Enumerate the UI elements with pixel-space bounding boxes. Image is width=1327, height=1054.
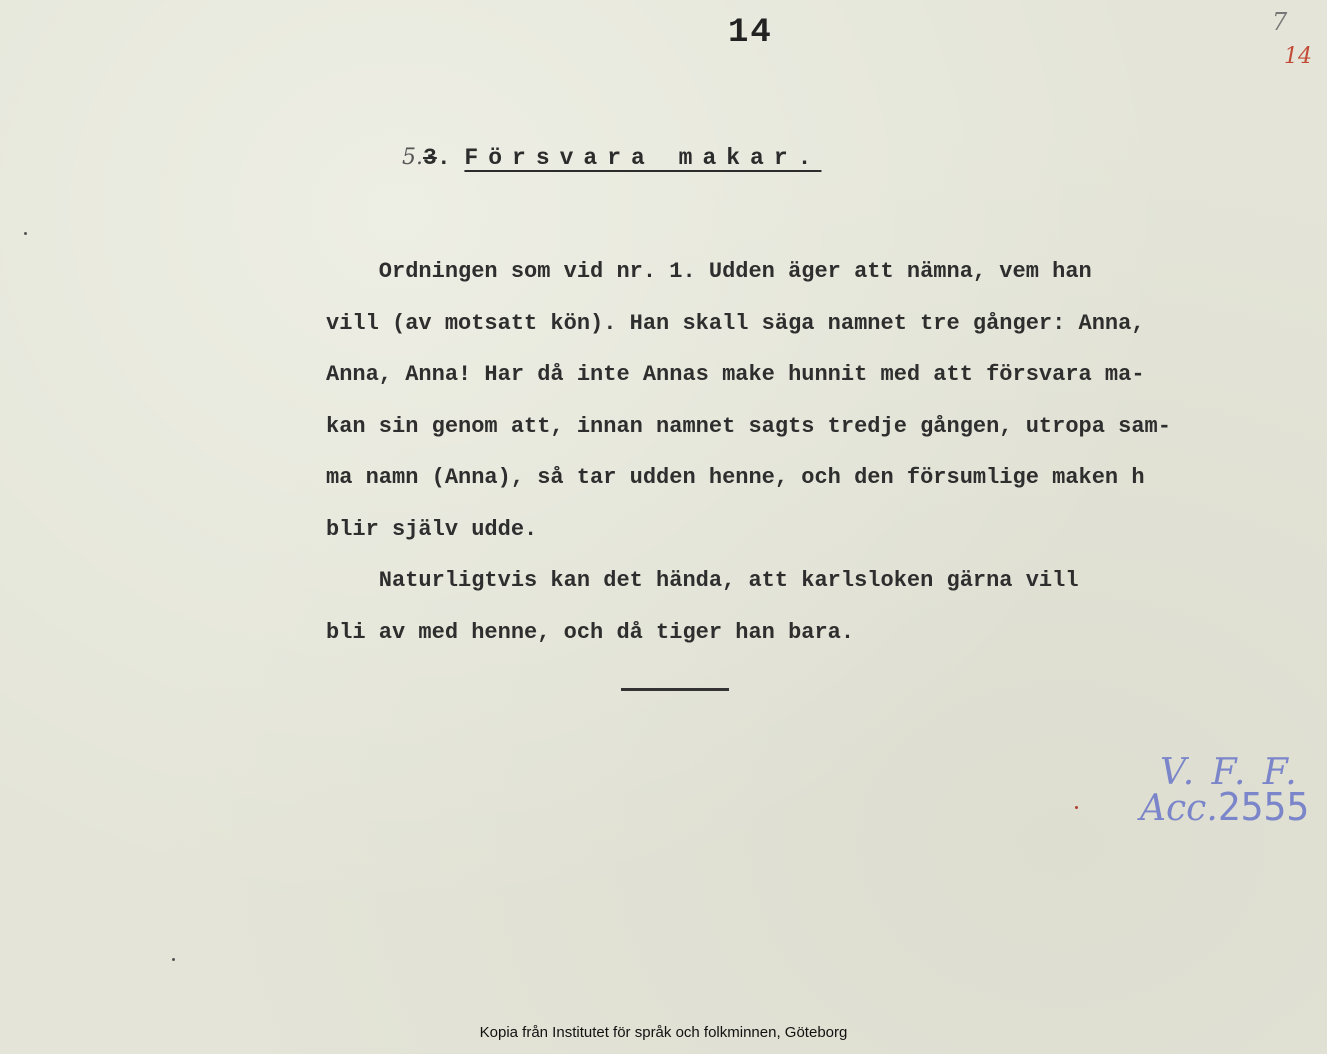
text-line: Naturligtvis kan det hända, att karlsloken gärna vill: [326, 568, 1079, 593]
text-line: blir själv udde.: [326, 516, 538, 542]
section-heading: [402, 145, 821, 171]
paper-speck: [1075, 806, 1078, 809]
paper-speck: [24, 232, 27, 235]
section-title: Försvara makar.: [464, 145, 822, 171]
stamp-number: 2555: [1217, 785, 1310, 829]
stamp-prefix: Acc.: [1140, 788, 1218, 829]
closing-rule: [621, 688, 729, 691]
body-text: [326, 246, 1286, 658]
corner-pencil-mark: 7: [1272, 8, 1288, 36]
text-line: Anna, Anna! Har då inte Annas make hunnit med att försvara ma-: [326, 362, 1145, 387]
corner-red-mark: 14: [1284, 44, 1312, 69]
heading-separator: .: [436, 145, 465, 171]
page-number: 14: [728, 14, 773, 52]
struck-section-number: 3: [423, 145, 437, 171]
stamp-line-2: [1140, 785, 1309, 829]
paper-speck: [172, 958, 175, 961]
text-line: ma namn (Anna), så tar udden henne, och den försumlige maken h: [326, 465, 1145, 490]
text-line: vill (av motsatt kön). Han skall säga namnet tre gånger: Anna,: [326, 310, 1145, 336]
stamp-line-1: V. F. F.: [1160, 752, 1300, 793]
text-line: bli av med henne, och då tiger han bara.: [326, 619, 855, 645]
footer-caption: Kopia från Institutet för språk och folkminnen, Göteborg: [479, 1024, 848, 1041]
text-line: Ordningen som vid nr. 1. Udden äger att nämna, vem han: [326, 259, 1092, 284]
text-line: kan sin genom att, innan namnet sagts tredje gången, utropa sam-: [326, 413, 1171, 439]
archive-stamp: [1140, 752, 1309, 829]
handwritten-section-number: 5.: [402, 145, 423, 170]
